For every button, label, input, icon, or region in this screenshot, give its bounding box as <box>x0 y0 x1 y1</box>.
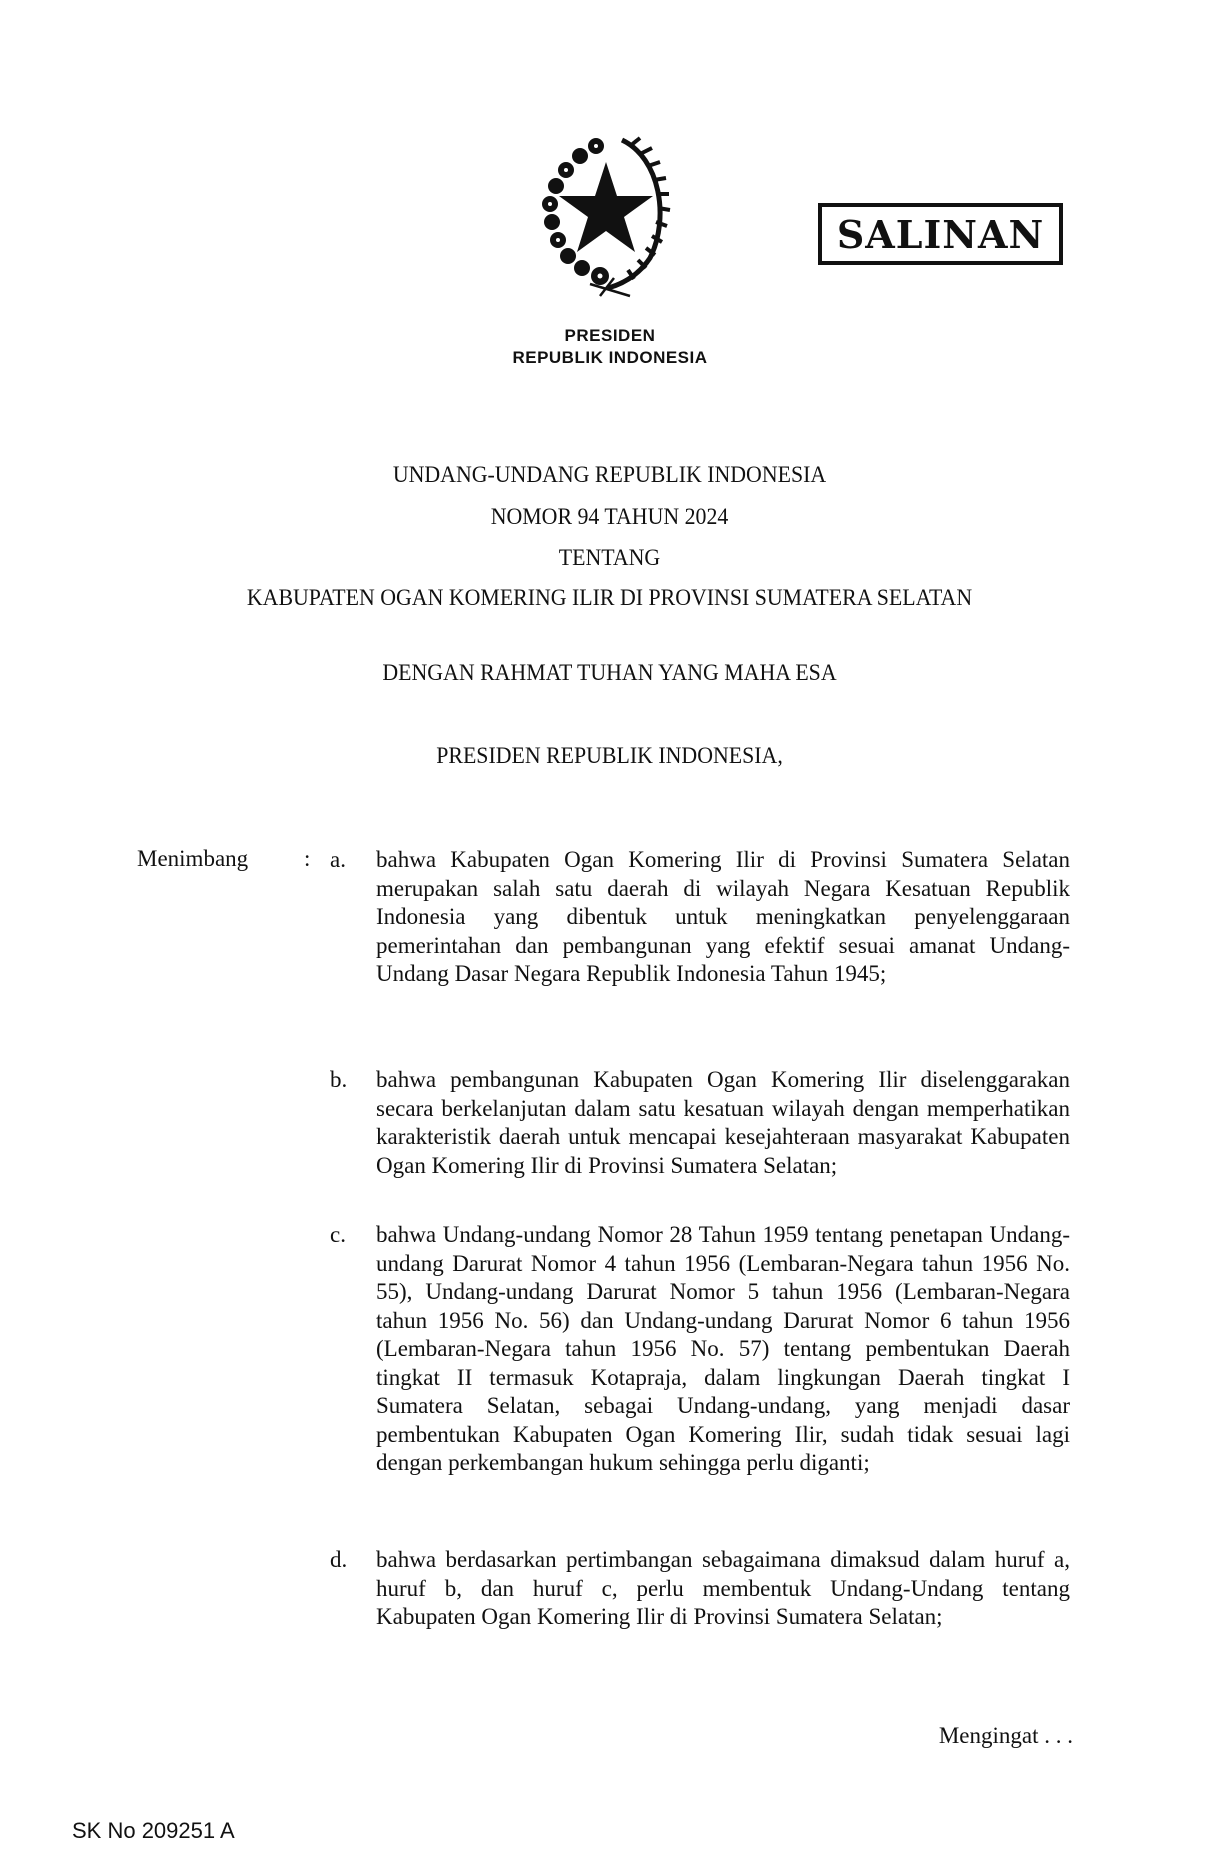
considering-item-text: bahwa Kabupaten Ogan Komering Ilir di Provinsi Sumatera Selatan merupakan salah satu daerah di wilayah Negara Kesatuan Republik Indonesia yang dibentuk untuk meningkatkan penyelenggaraan pemerintahan dan pembangunan yang efektif sesuai amanat Undang-Undang Dasar Negara Republik Indonesia Tahun 1945; <box>376 847 1070 986</box>
considering-item <box>330 1221 1070 1478</box>
continuation-marker: Mengingat . . . <box>938 1723 1073 1748</box>
considering-item <box>330 1546 1070 1632</box>
considering-heading: Menimbang <box>137 846 249 871</box>
salinan-stamp <box>818 203 1063 265</box>
considering-item-label: d. <box>330 1547 348 1572</box>
emblem-caption-presiden: PRESIDEN <box>564 326 656 345</box>
presidential-emblem-icon <box>530 128 676 298</box>
sk-number: SK No 209251 A <box>72 1818 235 1843</box>
considering-item-text: bahwa berdasarkan pertimbangan sebagaimana dimaksud dalam huruf a, huruf b, dan huruf c, perlu membentuk Undang-Undang tentang Kabupaten Ogan Komering Ilir di Provinsi Sumatera Selatan; <box>376 1547 1070 1629</box>
law-subject: KABUPATEN OGAN KOMERING ILIR DI PROVINSI SUMATERA SELATAN <box>246 585 973 610</box>
emblem-caption-republik-indonesia: REPUBLIK INDONESIA <box>512 348 708 367</box>
authority: PRESIDEN REPUBLIK INDONESIA, <box>436 743 783 768</box>
considering-item-label: a. <box>330 847 346 872</box>
invocation: DENGAN RAHMAT TUHAN YANG MAHA ESA <box>382 660 837 685</box>
considering-item-text: bahwa Undang-undang Nomor 28 Tahun 1959 tentang penetapan Undang-undang Darurat Nomor 4 tahun 1956 (Lembaran-Negara tahun 1956 No. 55), Undang-undang Darurat Nomor 5 tahun 1956 (Lembaran-Negara tahun 1956 No. 56) dan Undang-undang Darurat Nomor 6 tahun 1956 (Lembaran-Negara tahun 1956 No. 57) tentang pembentukan Daerah tingkat II termasuk Kotapraja, dalam lingkungan Daerah tingkat I Sumatera Selatan, sebagai Undang-undang, yang menjadi dasar pembentukan Kabupaten Ogan Komering Ilir, sudah tidak sesuai lagi dengan perkembangan hukum sehingga perlu diganti; <box>376 1222 1070 1475</box>
considering-item <box>330 846 1070 989</box>
considering-item <box>330 1066 1070 1180</box>
considering-item-text: bahwa pembangunan Kabupaten Ogan Komering Ilir diselenggarakan secara berkelanjutan dalam satu kesatuan wilayah dengan memperhatikan karakteristik daerah untuk mencapai kesejahteraan masyarakat Kabupaten Ogan Komering Ilir di Provinsi Sumatera Selatan; <box>376 1067 1070 1178</box>
law-title-line: UNDANG-UNDANG REPUBLIK INDONESIA <box>392 462 827 487</box>
law-about-label: TENTANG <box>558 545 661 570</box>
considering-separator: : <box>304 846 311 871</box>
considering-item-label: b. <box>330 1067 348 1092</box>
salinan-stamp-label: SALINAN <box>836 211 1045 257</box>
law-number: NOMOR 94 TAHUN 2024 <box>490 504 729 529</box>
considering-item-label: c. <box>330 1222 346 1247</box>
